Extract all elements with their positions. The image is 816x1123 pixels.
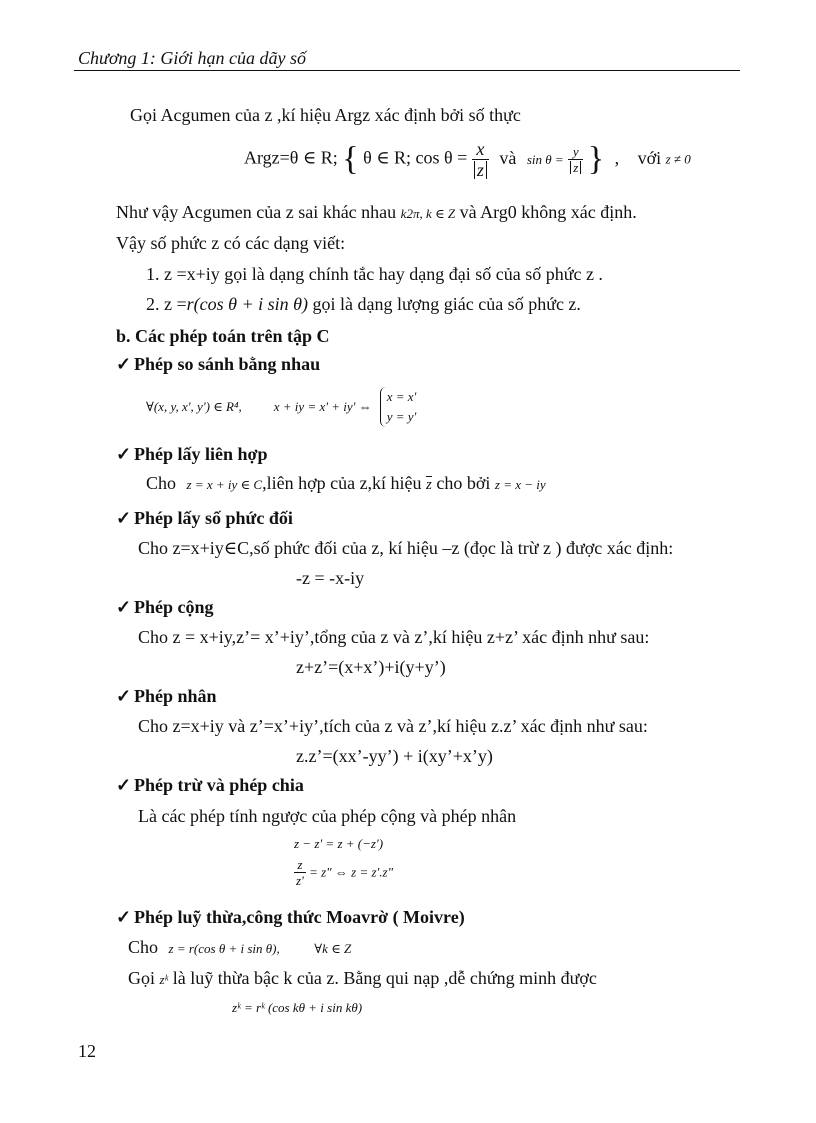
form-1: 1. z =x+iy gọi là dạng chính tắc hay dạng đại số của số phức z . [146,264,603,284]
op4-formula: z+z’=(x+x’)+i(y+y’) [296,657,446,677]
z-bar: $\overline{z}$ [426,477,432,493]
frac-z-over-zprime: $\frac{z}{z'}$ [296,857,304,888]
op6-heading: ✓ Phép trừ và phép chia [116,775,304,795]
check-icon: ✓ [116,686,132,706]
op5-formula: z.z’=(xx’-yy’) + i(xy’+x’y) [296,746,493,766]
op3-text: Cho z=x+iy∈C,số phức đối của z, kí hiệu –z (đọc là trừ z ) được xác định: [138,538,674,558]
check-icon: ✓ [116,444,132,464]
op7-line-1: Cho z = r(cos θ + i sin θ), ∀k ∈ Z [128,937,352,957]
section-b-heading: b. Các phép toán trên tập C [116,326,330,346]
check-icon: ✓ [116,354,132,374]
op7-heading: ✓ Phép luỹ thừa,công thức Moavrờ ( Moivre) [116,907,465,927]
check-icon: ✓ [116,907,132,927]
frac-y-over-abs-z: $\frac{y}{z}$ [568,145,583,174]
page-number: 12 [78,1041,96,1061]
arg-intro-text: Gọi Acgumen của z ,kí hiệu Argz xác định bởi số thực [130,105,521,125]
op6-text: Là các phép tính ngược của phép cộng và phép nhân [138,806,517,826]
check-icon: ✓ [116,597,132,617]
forms-intro: Vậy số phức z có các dạng viết: [116,233,346,253]
chapter-header: Chương 1: Giới hạn của dãy số [78,48,307,68]
op4-heading: ✓ Phép cộng [116,597,214,617]
op2-line: Cho z = x + iy ∈ C,liên hợp của z,kí hiệu $\overline{z}$ cho bởi z = x − iy [146,473,546,493]
op3-heading: ✓ Phép lấy số phức đối [116,508,293,528]
and-word: và [499,147,517,168]
arg-formula: Argz=θ ∈ R; { θ ∈ R; cos θ = $\frac{x}{z}$ và sin θ = $\frac{y}{z}$ } , với z ≠ 0 [244,139,691,180]
op1-heading: ✓ Phép so sánh bằng nhau [116,354,321,374]
with-word: với [637,147,662,168]
arg-cond3: z ≠ 0 [665,151,691,167]
op5-heading: ✓ Phép nhân [116,686,217,706]
arg-lhs: Argz=θ ∈ R; [244,147,338,168]
op6-formula-1: z − z' = z + (−z') [294,836,384,851]
header-rule [74,70,740,71]
op3-formula: -z = -x-iy [296,568,365,588]
moivre-formula: zᵏ = rᵏ (cos kθ + i sin kθ) [232,1000,363,1015]
arg-cond1: θ ∈ R; cos θ = [363,147,468,168]
arg-diff-line: Như vậy Acgumen của z sai khác nhau k2π, k ∈ Z và Arg0 không xác định. [116,202,637,222]
op2-heading: ✓ Phép lấy liên hợp [116,444,268,464]
form-2: 2. z =r(cos θ + i sin θ) gọi là dạng lượng giác của số phức z. [146,294,581,314]
set-open-brace: { [342,140,359,178]
op4-text: Cho z = x+iy,z’= x’+iy’,tổng của z và z’,kí hiệu z+z’ xác định như sau: [138,627,650,647]
op1-formula: ∀(x, y, x', y') ∈ R⁴, x + iy = x' + iy' ⇔ x = x' y = y' [146,384,416,432]
op7-line-2: Gọi zᵏ là luỹ thừa bậc k của z. Bằng qui nạp ,dễ chứng minh được [128,968,597,988]
check-icon: ✓ [116,508,132,528]
frac-x-over-abs-z: $\frac{x}{z}$ [472,140,489,179]
check-icon: ✓ [116,775,132,795]
trig-form-math: r(cos θ + i sin θ) [186,294,308,314]
op5-text: Cho z=x+iy và z’=x’+iy’,tích của z và z’,kí hiệu z.z’ xác định như sau: [138,716,648,736]
arg-cond2: sin θ = [526,151,564,167]
arg-diff-math: k2π, k ∈ Z [400,206,456,221]
op6-formula-2: $\frac{z}{z'}$ = z" ⇔ z = z'.z" [296,857,394,888]
op1-system: x = x' y = y' [380,387,417,427]
set-close-brace: } [587,140,605,178]
